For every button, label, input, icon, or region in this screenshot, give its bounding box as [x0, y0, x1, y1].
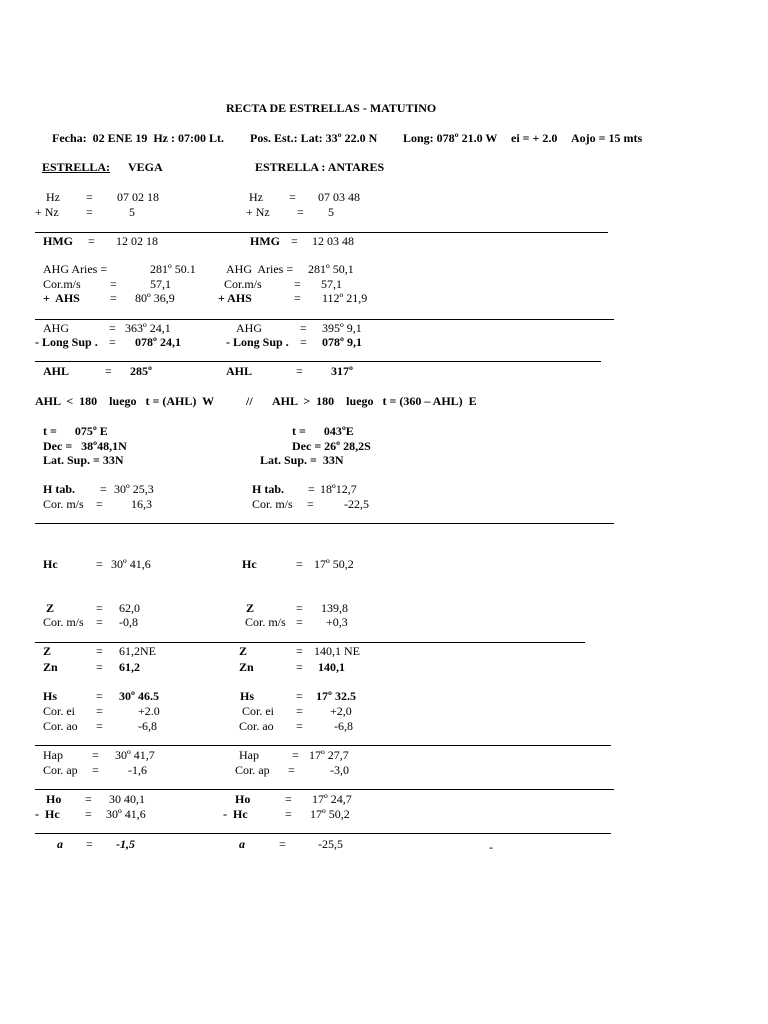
longitude-text: Long: 078º 21.0 W	[403, 131, 498, 145]
equals-sign: =	[86, 837, 93, 851]
row-label: a	[57, 837, 63, 851]
right-value: 078º 9,1	[322, 335, 362, 349]
left-value: 30 40,1	[109, 792, 145, 806]
equals-sign: =	[96, 644, 103, 658]
row-label: AHG	[43, 321, 69, 335]
divider	[35, 523, 614, 524]
right-value: -22,5	[344, 497, 369, 511]
divider	[35, 642, 585, 643]
equals-sign: =	[86, 190, 93, 204]
equals-sign: =	[296, 601, 303, 615]
left-value: 30º 25,3	[114, 482, 154, 496]
right-value: 17º 50,2	[310, 807, 350, 821]
left-value: 80º 36,9	[135, 291, 175, 305]
row-label: AHG	[236, 321, 262, 335]
equals-sign: =	[105, 364, 112, 378]
index-error-text: ei = + 2.0	[511, 131, 558, 145]
row-label: Hs	[43, 689, 58, 703]
row-label: Hap	[43, 748, 63, 762]
ahl-rule-west: AHL < 180 luego t = (AHL) W	[35, 394, 215, 408]
row-label: HMG	[250, 234, 280, 248]
equals-sign: =	[96, 704, 103, 718]
row-label: Cor. ao	[43, 719, 78, 733]
row-label: - Long Sup .	[35, 335, 98, 349]
equals-sign: =	[285, 792, 292, 806]
equals-sign: =	[296, 557, 303, 571]
row-label: Hz	[46, 190, 60, 204]
row-label: Zn	[239, 660, 254, 674]
right-value: 18º12,7	[320, 482, 357, 496]
equals-sign: =	[296, 615, 303, 629]
right-value: +0,3	[326, 615, 348, 629]
row-label: Cor. ap	[235, 763, 270, 777]
equals-sign: =	[96, 660, 103, 674]
row-label: H tab.	[252, 482, 285, 496]
row-label: Cor. m/s	[43, 615, 84, 629]
left-value: 285º	[130, 364, 152, 378]
right-value: 281º 50,1	[308, 262, 354, 276]
row-label: Hz	[249, 190, 263, 204]
left-value: 12 02 18	[116, 234, 158, 248]
equals-sign: =	[96, 615, 103, 629]
row-label: Z	[43, 644, 52, 658]
equals-sign: =	[96, 719, 103, 733]
right-value: Lat. Sup. = 33N	[260, 453, 344, 467]
equals-sign: =	[289, 190, 296, 204]
equals-sign: =	[96, 689, 103, 703]
left-value: 61,2NE	[119, 644, 156, 658]
page-title: RECTA DE ESTRELLAS - MATUTINO	[226, 101, 437, 115]
left-value: 30º 41,6	[106, 807, 146, 821]
right-value: 17º 32.5	[316, 689, 356, 703]
equals-sign: =	[85, 807, 92, 821]
left-value: 07 02 18	[117, 190, 159, 204]
row-label: HMG	[43, 234, 73, 248]
right-value: 17º 24,7	[312, 792, 352, 806]
divider	[35, 789, 614, 790]
equals-sign: =	[109, 335, 116, 349]
row-label: Cor. ei	[242, 704, 274, 718]
right-value: Dec = 26º 28,2S	[292, 439, 371, 453]
right-value: 12 03 48	[312, 234, 354, 248]
left-value: Lat. Sup. = 33N	[43, 453, 124, 467]
right-value: -25,5	[318, 837, 343, 851]
left-value: -6,8	[138, 719, 157, 733]
equals-sign: =	[296, 660, 303, 674]
right-value: -3,0	[330, 763, 349, 777]
left-value: 62,0	[119, 601, 140, 615]
row-label: AHG Aries =	[226, 262, 294, 276]
equals-sign: =	[294, 277, 301, 291]
left-value: 30º 41,7	[115, 748, 155, 762]
left-value: 281º 50.1	[150, 262, 196, 276]
row-label: + Nz	[246, 205, 270, 219]
divider	[35, 361, 601, 362]
right-value: 317º	[331, 364, 353, 378]
right-star-name: ESTRELLA : ANTARES	[255, 160, 385, 174]
row-label: Z	[246, 601, 255, 615]
row-label: Hap	[239, 748, 259, 762]
row-label: Ho	[46, 792, 62, 806]
row-label: a	[239, 837, 245, 851]
right-value: 17º 50,2	[314, 557, 354, 571]
equals-sign: =	[307, 497, 314, 511]
equals-sign: =	[294, 291, 301, 305]
right-value: 140,1 NE	[314, 644, 360, 658]
right-value: 112º 21,9	[322, 291, 368, 305]
stray-mark: -	[489, 840, 493, 854]
equals-sign: =	[300, 321, 307, 335]
row-label: Zn	[43, 660, 58, 674]
equals-sign: =	[279, 837, 286, 851]
left-value: 30º 41,6	[111, 557, 151, 571]
right-value: 395º 9,1	[322, 321, 362, 335]
row-label: AHG Aries =	[43, 262, 108, 276]
equals-sign: =	[86, 205, 93, 219]
left-value: -1,5	[116, 837, 135, 851]
row-label: + Nz	[35, 205, 59, 219]
equals-sign: =	[292, 748, 299, 762]
equals-sign: =	[92, 748, 99, 762]
right-value: -6,8	[334, 719, 353, 733]
right-value: 17º 27,7	[309, 748, 349, 762]
row-label: - Long Sup .	[226, 335, 289, 349]
equals-sign: =	[110, 277, 117, 291]
row-label: Cor. m/s	[43, 497, 84, 511]
equals-sign: =	[296, 364, 303, 378]
row-label: Cor.m/s	[43, 277, 81, 291]
left-value: t = 075º E	[43, 424, 108, 438]
right-value: 139,8	[321, 601, 348, 615]
right-value: 57,1	[321, 277, 342, 291]
equals-sign: =	[296, 704, 303, 718]
left-value: -1,6	[128, 763, 147, 777]
row-label: AHL	[226, 364, 253, 378]
divider	[35, 745, 611, 746]
equals-sign: =	[92, 763, 99, 777]
star-label: ESTRELLA:	[42, 160, 111, 174]
right-value: 140,1	[318, 660, 345, 674]
equals-sign: =	[110, 291, 117, 305]
row-label: Cor. m/s	[252, 497, 293, 511]
left-star-name: VEGA	[128, 160, 163, 174]
left-value: 078º 24,1	[135, 335, 181, 349]
right-value: t = 043ºE	[292, 424, 354, 438]
equals-sign: =	[297, 205, 304, 219]
left-value: 61,2	[119, 660, 140, 674]
left-value: 5	[129, 205, 135, 219]
row-label: Cor.m/s	[224, 277, 262, 291]
equals-sign: =	[96, 497, 103, 511]
divider	[35, 319, 614, 320]
left-value: 57,1	[150, 277, 171, 291]
row-label: Cor. m/s	[245, 615, 286, 629]
row-label: Hs	[240, 689, 255, 703]
row-label: Cor. ap	[43, 763, 78, 777]
equals-sign: =	[300, 335, 307, 349]
rule-separator: //	[246, 394, 253, 408]
equals-sign: =	[296, 689, 303, 703]
right-value: +2,0	[330, 704, 352, 718]
row-label: Ho	[235, 792, 251, 806]
eye-height-text: Aojo = 15 mts	[571, 131, 643, 145]
equals-sign: =	[100, 482, 107, 496]
divider	[35, 232, 608, 233]
row-label: AHL	[43, 364, 70, 378]
row-label: Cor. ei	[43, 704, 75, 718]
equals-sign: =	[96, 557, 103, 571]
row-label: Z	[239, 644, 248, 658]
equals-sign: =	[109, 321, 116, 335]
row-label: - Hc	[223, 807, 248, 821]
left-value: +2.0	[138, 704, 160, 718]
fecha-text: Fecha: 02 ENE 19 Hz : 07:00 Lt.	[52, 131, 224, 145]
row-label: Hc	[242, 557, 257, 571]
equals-sign: =	[88, 234, 95, 248]
left-value: 363º 24,1	[125, 321, 171, 335]
equals-sign: =	[296, 644, 303, 658]
row-label: Z	[46, 601, 55, 615]
row-label: + AHS	[43, 291, 80, 305]
row-label: + AHS	[218, 291, 252, 305]
row-label: Cor. ao	[239, 719, 274, 733]
position-text: Pos. Est.: Lat: 33º 22.0 N	[250, 131, 378, 145]
left-value: -0,8	[119, 615, 138, 629]
left-value: Dec = 38º48,1N	[43, 439, 127, 453]
left-value: 16,3	[131, 497, 152, 511]
divider	[35, 833, 611, 834]
left-value: 30º 46.5	[119, 689, 159, 703]
equals-sign: =	[308, 482, 315, 496]
equals-sign: =	[288, 763, 295, 777]
equals-sign: =	[291, 234, 298, 248]
right-value: 07 03 48	[318, 190, 360, 204]
row-label: - Hc	[35, 807, 60, 821]
equals-sign: =	[296, 719, 303, 733]
row-label: Hc	[43, 557, 58, 571]
row-label: H tab.	[43, 482, 76, 496]
ahl-rule-east: AHL > 180 luego t = (360 – AHL) E	[272, 394, 477, 408]
equals-sign: =	[96, 601, 103, 615]
equals-sign: =	[85, 792, 92, 806]
equals-sign: =	[285, 807, 292, 821]
right-value: 5	[328, 205, 334, 219]
